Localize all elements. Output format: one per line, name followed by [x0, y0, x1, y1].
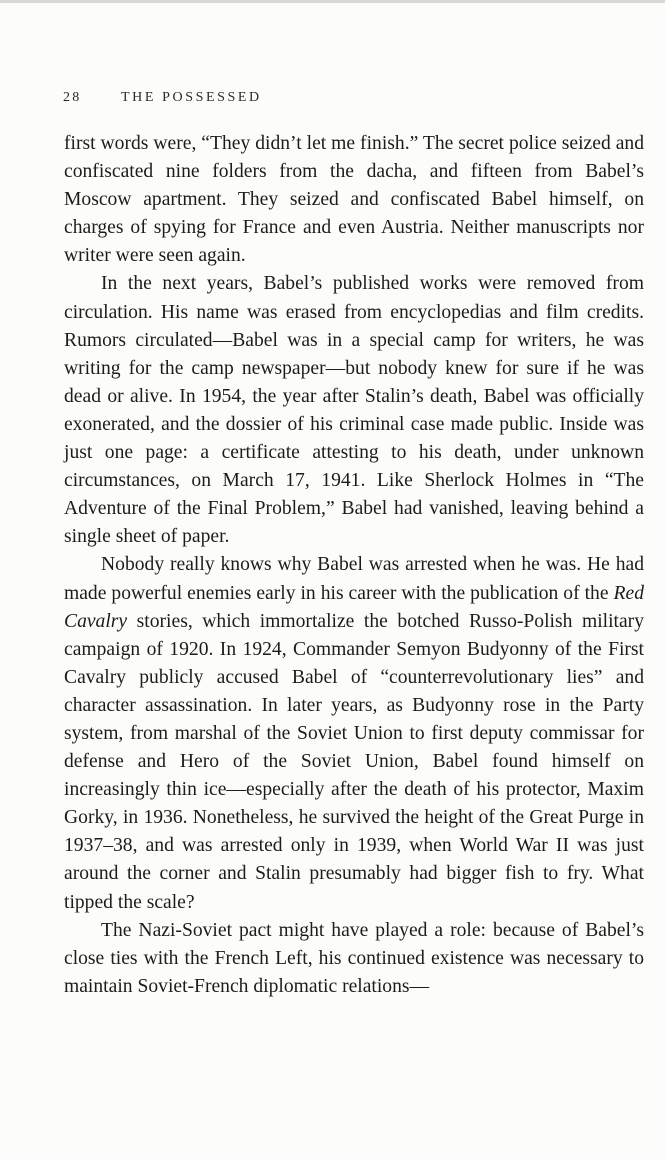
- running-head: [63, 90, 262, 106]
- paragraph-arrest-text-start: Nobody really knows why Babel was arrested when he was. He had made powerful enemies early in his career with the publication of the: [64, 554, 644, 604]
- paragraph-pact: The Nazi-Soviet pact might have played a role: because of Babel’s close ties with the French Left, his continued existence was necessary to maintain Soviet-French diplomatic relations—: [64, 919, 644, 997]
- book-title: THE POSSESSED: [121, 90, 262, 105]
- page-number: 28: [63, 90, 82, 105]
- book-title-italic: Red Cavalry: [64, 582, 644, 632]
- body-text: [64, 130, 644, 1001]
- paragraph-arrest: [64, 551, 644, 916]
- paragraph-exoneration: In the next years, Babel’s published works were removed from circulation. His name was erased from encyclopedias and film credits. Rumors circulated—Babel was in a special camp for writers, he was writing for the camp newspaper—but nobody knew for sure if he was dead or alive. In 1954, the year after Stalin’s death, Babel was officially exonerated, and the dossier of his criminal case made public. Inside was just one page: a certificate attesting to his death, under unknown circumstances, on March 17, 1941. Like Sherlock Holmes in “The Adventure of the Final Problem,” Babel had vanished, leaving behind a single sheet of paper.: [64, 273, 644, 548]
- paragraph-continued: first words were, “They didn’t let me finish.” The secret police seized and confiscated nine folders from the dacha, and fifteen from Babel’s Moscow apartment. They seized and confiscated Babel himself, on charges of spying for France and even Austria. Neither manuscripts nor writer were seen again.: [64, 133, 644, 267]
- paragraph-arrest-text-end: stories, which immortalize the botched Russo-Polish military campaign of 1920. In 1924, Commander Semyon Budyonny of the First Cavalry publicly accused Babel of “counterrevolutionary lies” and character assassination. In later years, as Budyonny rose in the Party system, from marshal of the Soviet Union to first deputy commissar for defense and Hero of the Soviet Union, Babel found himself on increasingly thin ice—especially after the death of his protector, Maxim Gorky, in 1936. Nonetheless, he survived the height of the Great Purge in 1937–38, and was arrested only in 1939, when World War II was just around the corner and Stalin presumably had bigger fish to fry. What tipped the scale?: [64, 610, 644, 913]
- page-top-edge: [0, 0, 665, 3]
